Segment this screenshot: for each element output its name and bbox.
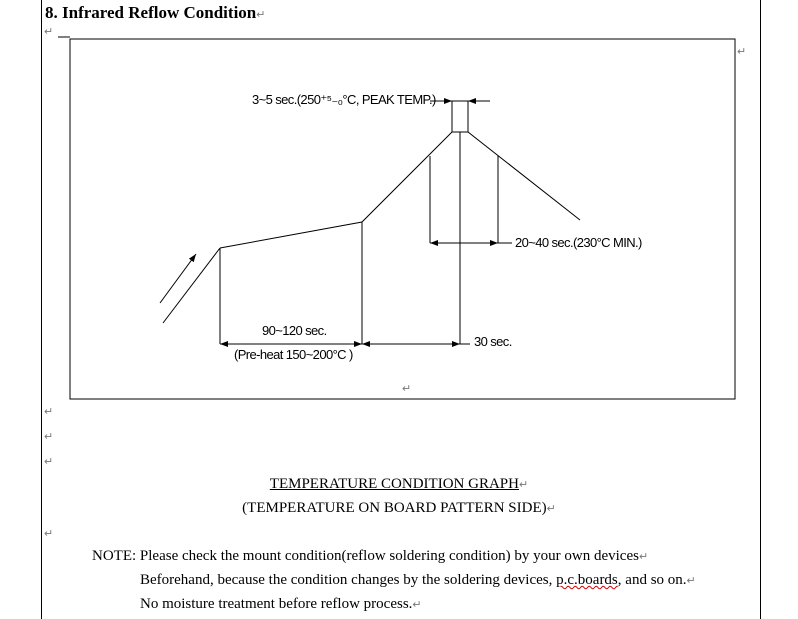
temperature-profile-line <box>220 132 580 248</box>
paragraph-mark-icon: ↵ <box>44 406 54 418</box>
note-line-3: No moisture treatment before reflow process.↵ <box>140 596 422 612</box>
peak-temp-label: 3~5 sec.(250⁺⁵₋₀°C, PEAK TEMP.) <box>252 92 436 107</box>
paragraph-mark-icon: ↵ <box>44 26 54 38</box>
heat-arrow <box>163 248 220 323</box>
graph-caption-title: TEMPERATURE CONDITION GRAPH↵ <box>269 476 529 492</box>
paragraph-mark-icon: ↵ <box>44 431 54 443</box>
graph-caption-subtitle: (TEMPERATURE ON BOARD PATTERN SIDE)↵ <box>242 500 556 516</box>
heat-arrow <box>160 254 196 303</box>
spelling-flag: p.c.boards <box>556 572 618 588</box>
note-line-2: Beforehand, because the condition changes by the soldering devices, p.c.boards, and so on.↵ <box>140 572 696 588</box>
paragraph-mark-icon: ↵ <box>737 46 747 58</box>
cooldown-label: 30 sec. <box>474 334 512 349</box>
paragraph-mark-icon: ↵ <box>256 9 266 21</box>
paragraph-mark-icon: ↵ <box>402 383 412 395</box>
preheat-time-label: 90~120 sec. <box>262 323 327 338</box>
paragraph-mark-icon: ↵ <box>44 528 54 540</box>
peak-box <box>452 101 468 132</box>
note-line-1: NOTE: Please check the mount condition(reflow soldering condition) by your own devices↵ <box>92 548 649 564</box>
paragraph-mark-icon: ↵ <box>44 456 54 468</box>
section-title: 8. Infrared Reflow Condition <box>45 3 257 22</box>
above-temp-label: 20~40 sec.(230°C MIN.) <box>515 235 642 250</box>
preheat-temp-label: (Pre-heat 150~200°C ) <box>234 347 353 362</box>
